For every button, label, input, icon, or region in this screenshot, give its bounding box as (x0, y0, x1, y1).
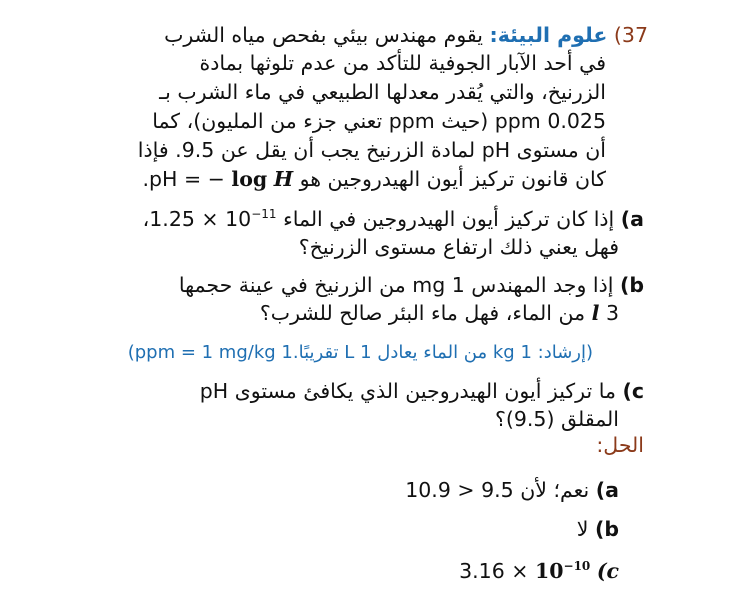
ph-formula-log: log (231, 167, 268, 191)
part-b-line-1 (0, 272, 644, 298)
part-b-text-2: من الماء، فهل ماء البئر صالح للشرب؟ (259, 301, 586, 325)
part-a-mantissa: 1.25 × 10 (149, 207, 252, 231)
solution-c-base: 10 (534, 559, 564, 583)
part-b-text: إذا وجد المهندس 1 mg من الزرنيخ في عينة حجمها (178, 273, 614, 297)
solution-b-label: b) (594, 517, 619, 541)
ph-formula-lhs: pH = − (149, 167, 225, 191)
ph-formula (149, 166, 293, 192)
part-a-text: إذا كان تركيز أيون الهيدروجين في الماء (283, 207, 615, 231)
part-a-line-2: فهل يعني ذلك ارتفاع مستوى الزرنيخ؟ (298, 235, 619, 259)
question-intro-1: يقوم مهندس بيئي بفحص مياه الشرب (164, 23, 483, 47)
question-line-2: في أحد الآبار الجوفية للتأكد من عدم تلوثها بمادة (199, 51, 606, 75)
part-a-line-1 (0, 206, 644, 232)
question-line-4: 0.025 ppm (حيث ppm تعني جزء من المليون)، كما (152, 109, 606, 133)
solution-c-exponent: −10 (563, 559, 591, 574)
solution-c-label: c) (596, 559, 619, 583)
part-a-label: a) (620, 207, 644, 231)
hint-text: (إرشاد: 1 kg من الماء يعادل 1 L تقريبًا.1 ppm = 1 mg/kg) (127, 342, 593, 363)
part-b-label: b) (619, 273, 644, 297)
question-heading: علوم البيئة: (489, 23, 608, 47)
solution-a (0, 477, 619, 503)
part-a-value (149, 206, 276, 232)
part-c-line-1 (0, 378, 644, 404)
solution-b (0, 516, 619, 542)
solution-a-text: نعم؛ لأن 9.5 < 10.9 (405, 478, 590, 502)
question-line-6: كان قانون تركيز أيون الهيدروجين هو pH = − log H. (142, 167, 606, 191)
part-c-label: c) (622, 379, 644, 403)
question-line-3: الزرنيخ، والتي يُقدر معدلها الطبيعي في ماء الشرب بـ (159, 80, 606, 104)
solution-b-text: لا (576, 517, 589, 541)
part-a-tail: ، (142, 207, 150, 231)
solution-title: الحل: (596, 433, 644, 457)
solution-c-mantissa: 3.16 × (459, 559, 529, 583)
solution-c (0, 558, 619, 584)
part-b-volume-unit: l (591, 301, 600, 325)
part-c-line-2: المقلق (9.5)؟ (494, 407, 619, 431)
part-b-line-2 (0, 300, 619, 326)
part-a-exponent: −11 (251, 207, 277, 222)
part-b-volume-number: 3 (605, 301, 619, 325)
solution-a-label: a) (595, 478, 619, 502)
question-line-1 (0, 22, 648, 48)
question-intro-6: كان قانون تركيز أيون الهيدروجين هو (299, 167, 606, 191)
question-line-5: أن مستوى pH لمادة الزرنيخ يجب أن يقل عن 9.5. فإذا (137, 138, 606, 162)
ph-formula-var: H (273, 167, 294, 191)
part-c-text: ما تركيز أيون الهيدروجين الذي يكافئ مستوى pH (199, 379, 616, 403)
solution-c-value (459, 558, 590, 584)
question-number: 37) (613, 23, 648, 47)
